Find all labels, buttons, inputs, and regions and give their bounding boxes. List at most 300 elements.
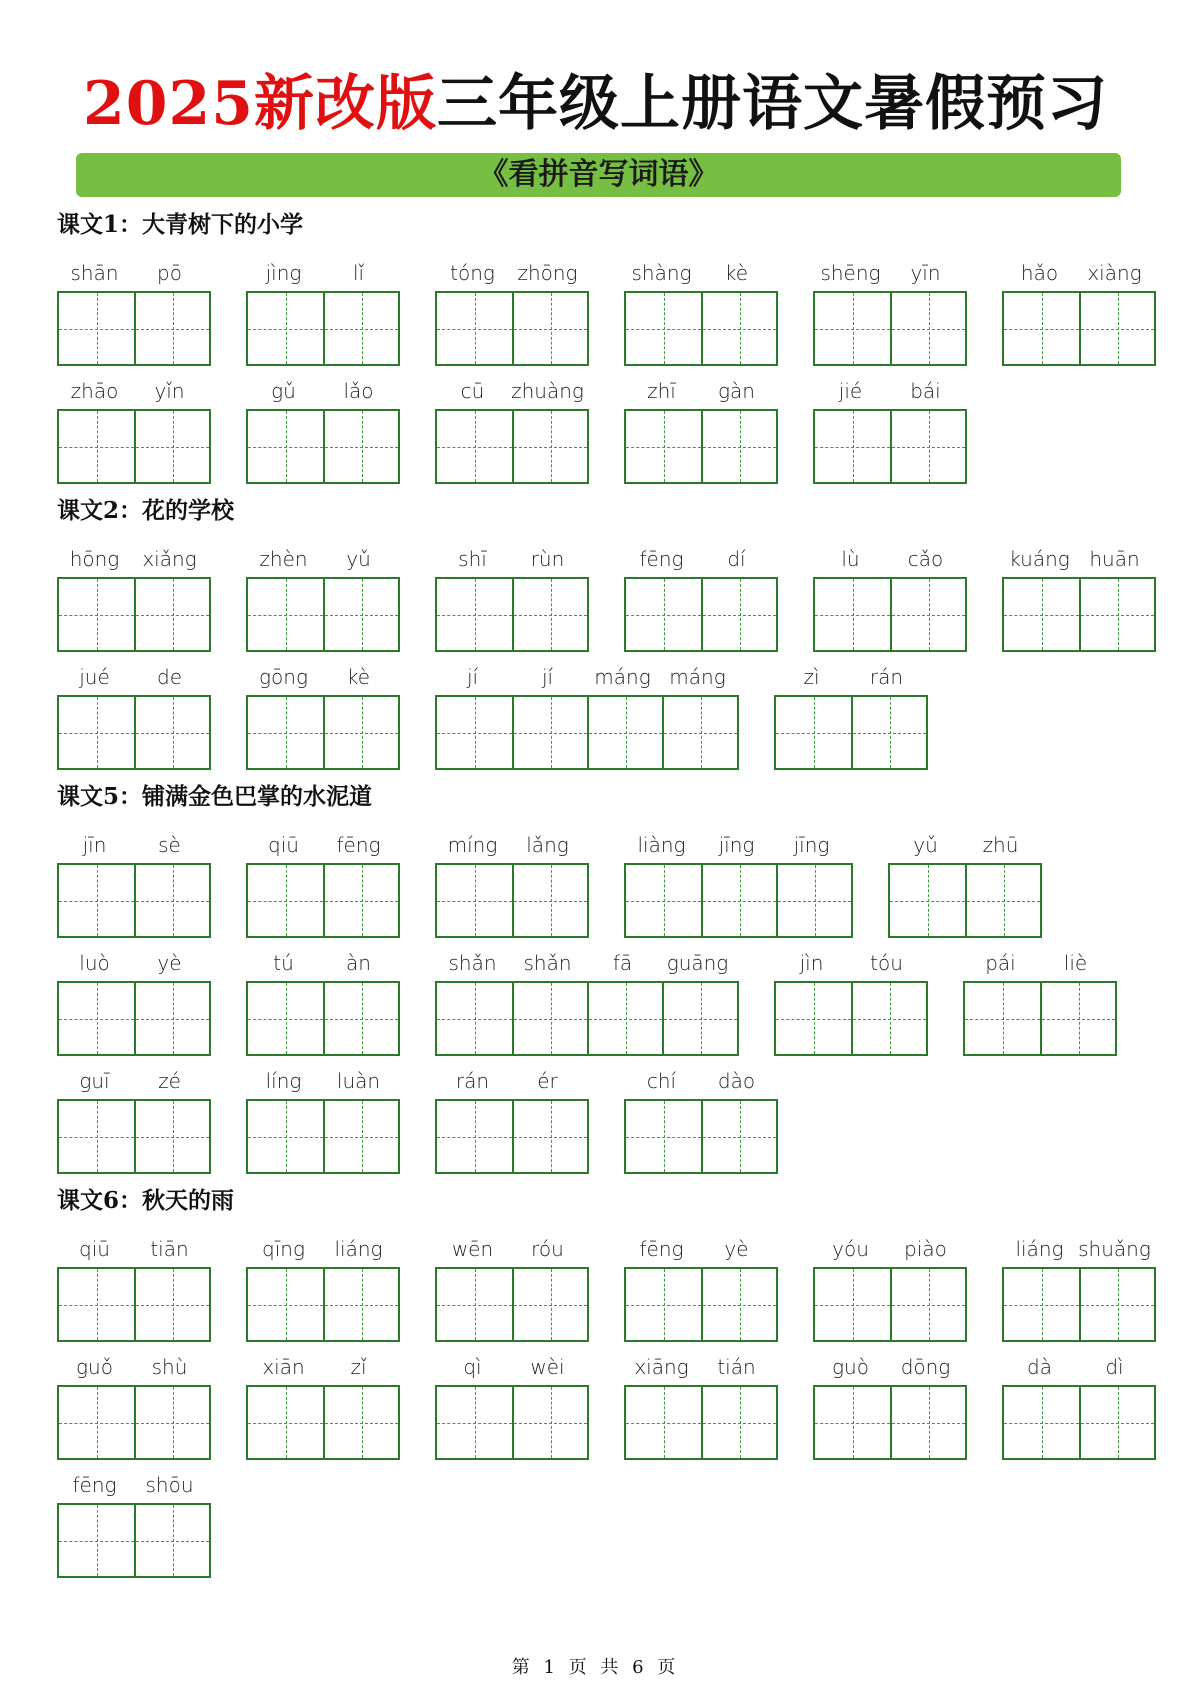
writing-grid[interactable] bbox=[624, 863, 853, 938]
pinyin-syllable: xiāng bbox=[634, 1355, 689, 1379]
pinyin-line bbox=[624, 258, 778, 288]
tianzige-cell[interactable] bbox=[248, 1387, 323, 1458]
word-row bbox=[57, 376, 1157, 494]
pinyin-syllable: guāng bbox=[666, 951, 729, 975]
tianzige-cell[interactable] bbox=[626, 1101, 701, 1172]
writing-grid[interactable] bbox=[435, 695, 739, 770]
tianzige-cell[interactable] bbox=[1040, 983, 1115, 1054]
tianzige-cell[interactable] bbox=[701, 865, 776, 936]
pinyin-syllable: guò bbox=[832, 1355, 869, 1379]
writing-grid[interactable] bbox=[774, 695, 928, 770]
tianzige-cell[interactable] bbox=[134, 1101, 209, 1172]
tianzige-cell[interactable] bbox=[323, 865, 398, 936]
pinyin-syllable: zhū bbox=[982, 833, 1019, 857]
tianzige-cell[interactable] bbox=[890, 411, 965, 482]
tianzige-cell[interactable] bbox=[59, 983, 134, 1054]
tianzige-cell[interactable] bbox=[248, 1269, 323, 1340]
tianzige-cell[interactable] bbox=[512, 579, 587, 650]
writing-grid[interactable] bbox=[57, 1267, 211, 1342]
tianzige-cell[interactable] bbox=[815, 411, 890, 482]
tianzige-cell[interactable] bbox=[437, 1269, 512, 1340]
pinyin-syllable: zǐ bbox=[350, 1355, 367, 1379]
pinyin-syllable: guǒ bbox=[76, 1355, 113, 1379]
pinyin-syllable: lǎo bbox=[343, 379, 374, 403]
lesson-section bbox=[57, 780, 1157, 1184]
pinyin-syllable: huān bbox=[1089, 547, 1140, 571]
tianzige-cell[interactable] bbox=[323, 697, 398, 768]
word-item bbox=[57, 662, 211, 770]
tianzige-cell[interactable] bbox=[437, 865, 512, 936]
pinyin-syllable: xiàng bbox=[1087, 261, 1142, 285]
pinyin-syllable: yóu bbox=[832, 1237, 869, 1261]
tianzige-cell[interactable] bbox=[626, 579, 701, 650]
word-item bbox=[1002, 1352, 1156, 1460]
pinyin-line bbox=[57, 948, 211, 978]
tianzige-cell[interactable] bbox=[776, 697, 851, 768]
word-item bbox=[624, 544, 778, 652]
tianzige-cell[interactable] bbox=[134, 1505, 209, 1576]
pinyin-line bbox=[435, 258, 589, 288]
pinyin-syllable: xiān bbox=[262, 1355, 305, 1379]
pinyin-syllable: hǎo bbox=[1020, 261, 1059, 285]
tianzige-cell[interactable] bbox=[1079, 293, 1154, 364]
writing-grid[interactable] bbox=[888, 863, 1042, 938]
word-row bbox=[57, 1352, 1157, 1470]
tianzige-cell[interactable] bbox=[323, 983, 398, 1054]
tianzige-cell[interactable] bbox=[248, 579, 323, 650]
word-item bbox=[813, 1352, 967, 1460]
pinyin-syllable: zì bbox=[803, 665, 820, 689]
pinyin-syllable: shù bbox=[151, 1355, 188, 1379]
tianzige-cell[interactable] bbox=[701, 1387, 776, 1458]
pinyin-syllable: bái bbox=[910, 379, 941, 403]
tianzige-cell[interactable] bbox=[701, 411, 776, 482]
pinyin-syllable: cǎo bbox=[907, 547, 944, 571]
tianzige-cell[interactable] bbox=[815, 1269, 890, 1340]
pinyin-syllable: sè bbox=[158, 833, 181, 857]
tianzige-cell[interactable] bbox=[59, 411, 134, 482]
tianzige-cell[interactable] bbox=[134, 697, 209, 768]
writing-grid[interactable] bbox=[246, 1267, 400, 1342]
word-item bbox=[246, 1066, 400, 1174]
pinyin-line bbox=[57, 258, 211, 288]
word-item bbox=[435, 1066, 589, 1174]
writing-grid[interactable] bbox=[57, 981, 211, 1056]
writing-grid[interactable] bbox=[57, 1503, 211, 1578]
tianzige-cell[interactable] bbox=[890, 293, 965, 364]
tianzige-cell[interactable] bbox=[512, 411, 587, 482]
word-item bbox=[624, 258, 778, 366]
word-row bbox=[57, 1066, 1157, 1184]
tianzige-cell[interactable] bbox=[248, 1101, 323, 1172]
pinyin-syllable: kuáng bbox=[1009, 547, 1070, 571]
tianzige-cell[interactable] bbox=[587, 983, 662, 1054]
pinyin-syllable: jí bbox=[466, 665, 479, 689]
pinyin-syllable: tóng bbox=[450, 261, 495, 285]
word-row bbox=[57, 1470, 1157, 1588]
pinyin-syllable: róu bbox=[531, 1237, 564, 1261]
writing-grid[interactable] bbox=[813, 1267, 967, 1342]
pinyin-line bbox=[246, 662, 400, 692]
tianzige-cell[interactable] bbox=[437, 1101, 512, 1172]
tianzige-cell[interactable] bbox=[701, 1101, 776, 1172]
pinyin-syllable: jié bbox=[838, 379, 863, 403]
tianzige-cell[interactable] bbox=[323, 1101, 398, 1172]
tianzige-cell[interactable] bbox=[512, 293, 587, 364]
word-item bbox=[435, 948, 739, 1056]
writing-grid[interactable] bbox=[435, 981, 739, 1056]
pinyin-syllable: yè bbox=[724, 1237, 749, 1261]
pinyin-syllable: tián bbox=[717, 1355, 756, 1379]
tianzige-cell[interactable] bbox=[437, 697, 512, 768]
worksheet-content bbox=[57, 208, 1157, 1588]
tianzige-cell[interactable] bbox=[1004, 1269, 1079, 1340]
tianzige-cell[interactable] bbox=[323, 411, 398, 482]
pinyin-syllable: hōng bbox=[69, 547, 120, 571]
tianzige-cell[interactable] bbox=[134, 411, 209, 482]
tianzige-cell[interactable] bbox=[323, 1387, 398, 1458]
pinyin-syllable: liàng bbox=[637, 833, 686, 857]
tianzige-cell[interactable] bbox=[890, 579, 965, 650]
tianzige-cell[interactable] bbox=[248, 293, 323, 364]
tianzige-cell[interactable] bbox=[815, 293, 890, 364]
writing-grid[interactable] bbox=[1002, 291, 1156, 366]
pinyin-syllable: máng bbox=[669, 665, 726, 689]
pinyin-syllable: yǔ bbox=[913, 833, 938, 857]
writing-grid[interactable] bbox=[57, 577, 211, 652]
tianzige-cell[interactable] bbox=[626, 411, 701, 482]
tianzige-cell[interactable] bbox=[437, 983, 512, 1054]
pinyin-syllable: dōng bbox=[900, 1355, 951, 1379]
pinyin-syllable: fēng bbox=[336, 833, 381, 857]
tianzige-cell[interactable] bbox=[248, 697, 323, 768]
writing-grid[interactable] bbox=[435, 1099, 589, 1174]
pinyin-line bbox=[435, 830, 589, 860]
writing-grid[interactable] bbox=[435, 1385, 589, 1460]
pinyin-line bbox=[435, 376, 589, 406]
page-title bbox=[0, 66, 1191, 142]
pinyin-syllable: wēn bbox=[451, 1237, 494, 1261]
tianzige-cell[interactable] bbox=[248, 983, 323, 1054]
word-item bbox=[435, 662, 739, 770]
pinyin-syllable: tiān bbox=[150, 1237, 189, 1261]
pinyin-syllable: chí bbox=[646, 1069, 677, 1093]
tianzige-cell[interactable] bbox=[59, 1269, 134, 1340]
writing-grid[interactable] bbox=[246, 577, 400, 652]
pinyin-syllable: shuǎng bbox=[1078, 1237, 1151, 1261]
tianzige-cell[interactable] bbox=[59, 1505, 134, 1576]
pinyin-line bbox=[246, 830, 400, 860]
pinyin-syllable: zhuàng bbox=[511, 379, 584, 403]
pinyin-line bbox=[774, 948, 928, 978]
tianzige-cell[interactable] bbox=[512, 1101, 587, 1172]
word-item bbox=[813, 258, 967, 366]
tianzige-cell[interactable] bbox=[662, 983, 737, 1054]
pinyin-line bbox=[435, 1066, 589, 1096]
pinyin-syllable: fēng bbox=[639, 547, 684, 571]
tianzige-cell[interactable] bbox=[134, 293, 209, 364]
tianzige-cell[interactable] bbox=[626, 293, 701, 364]
tianzige-cell[interactable] bbox=[437, 579, 512, 650]
writing-grid[interactable] bbox=[1002, 1267, 1156, 1342]
writing-grid[interactable] bbox=[624, 577, 778, 652]
tianzige-cell[interactable] bbox=[776, 983, 851, 1054]
writing-grid[interactable] bbox=[57, 863, 211, 938]
word-item bbox=[1002, 258, 1156, 366]
pinyin-line bbox=[624, 1234, 778, 1264]
pinyin-line bbox=[57, 1470, 211, 1500]
pinyin-syllable: shǎn bbox=[523, 951, 572, 975]
pinyin-syllable: gōng bbox=[259, 665, 308, 689]
tianzige-cell[interactable] bbox=[851, 983, 926, 1054]
section-banner: 《看拼音写词语》 bbox=[76, 153, 1121, 197]
pinyin-syllable: jué bbox=[79, 665, 110, 689]
writing-grid[interactable] bbox=[246, 1099, 400, 1174]
pinyin-line bbox=[246, 948, 400, 978]
pinyin-line bbox=[624, 1352, 778, 1382]
word-item bbox=[57, 258, 211, 366]
writing-grid[interactable] bbox=[1002, 577, 1156, 652]
tianzige-cell[interactable] bbox=[134, 865, 209, 936]
word-row bbox=[57, 544, 1157, 662]
pinyin-line bbox=[246, 258, 400, 288]
pinyin-syllable: zhōng bbox=[517, 261, 578, 285]
word-item bbox=[57, 1234, 211, 1342]
writing-grid[interactable] bbox=[1002, 1385, 1156, 1460]
tianzige-cell[interactable] bbox=[59, 697, 134, 768]
word-row bbox=[57, 948, 1157, 1066]
tianzige-cell[interactable] bbox=[59, 579, 134, 650]
word-item bbox=[774, 948, 928, 1056]
tianzige-cell[interactable] bbox=[437, 293, 512, 364]
tianzige-cell[interactable] bbox=[248, 411, 323, 482]
pinyin-line bbox=[435, 1352, 589, 1382]
tianzige-cell[interactable] bbox=[851, 697, 926, 768]
pinyin-syllable: pō bbox=[157, 261, 182, 285]
pinyin-line bbox=[246, 1066, 400, 1096]
pinyin-line bbox=[888, 830, 1042, 860]
word-item bbox=[246, 662, 400, 770]
pinyin-line bbox=[57, 1234, 211, 1264]
writing-grid[interactable] bbox=[624, 291, 778, 366]
pinyin-syllable: shàng bbox=[631, 261, 692, 285]
word-item bbox=[624, 1234, 778, 1342]
writing-grid[interactable] bbox=[813, 577, 967, 652]
pinyin-line bbox=[813, 544, 967, 574]
word-item bbox=[435, 1352, 589, 1460]
pinyin-syllable: fā bbox=[612, 951, 633, 975]
pinyin-syllable: qīng bbox=[262, 1237, 305, 1261]
tianzige-cell[interactable] bbox=[134, 1387, 209, 1458]
tianzige-cell[interactable] bbox=[1004, 293, 1079, 364]
writing-grid[interactable] bbox=[435, 577, 589, 652]
writing-grid[interactable] bbox=[963, 981, 1117, 1056]
word-item bbox=[435, 258, 589, 366]
pinyin-syllable: luàn bbox=[336, 1069, 381, 1093]
tianzige-cell[interactable] bbox=[512, 865, 587, 936]
tianzige-cell[interactable] bbox=[626, 865, 701, 936]
pinyin-syllable: liáng bbox=[334, 1237, 383, 1261]
writing-grid[interactable] bbox=[246, 1385, 400, 1460]
tianzige-cell[interactable] bbox=[512, 983, 587, 1054]
pinyin-syllable: zhī bbox=[647, 379, 676, 403]
pinyin-syllable: gàn bbox=[718, 379, 755, 403]
pinyin-syllable: guī bbox=[79, 1069, 110, 1093]
pinyin-syllable: dà bbox=[1027, 1355, 1052, 1379]
tianzige-cell[interactable] bbox=[1004, 579, 1079, 650]
lesson-title: 课文2：花的学校 bbox=[57, 497, 235, 524]
writing-grid[interactable] bbox=[435, 1267, 589, 1342]
word-item bbox=[57, 1470, 211, 1578]
tianzige-cell[interactable] bbox=[59, 293, 134, 364]
writing-grid[interactable] bbox=[774, 981, 928, 1056]
writing-grid[interactable] bbox=[813, 291, 967, 366]
pinyin-syllable: jīng bbox=[718, 833, 755, 857]
tianzige-cell[interactable] bbox=[965, 865, 1040, 936]
pinyin-syllable: shǎn bbox=[448, 951, 497, 975]
pinyin-syllable: líng bbox=[265, 1069, 302, 1093]
pinyin-syllable: jīng bbox=[793, 833, 830, 857]
tianzige-cell[interactable] bbox=[134, 1269, 209, 1340]
pinyin-syllable: yǐn bbox=[154, 379, 185, 403]
pinyin-syllable: gǔ bbox=[271, 379, 296, 403]
tianzige-cell[interactable] bbox=[59, 1387, 134, 1458]
word-item bbox=[435, 544, 589, 652]
tianzige-cell[interactable] bbox=[890, 865, 965, 936]
pinyin-syllable: xiǎng bbox=[142, 547, 197, 571]
tianzige-cell[interactable] bbox=[1004, 1387, 1079, 1458]
pinyin-syllable: rán bbox=[455, 1069, 490, 1093]
pinyin-line bbox=[963, 948, 1117, 978]
tianzige-cell[interactable] bbox=[626, 1269, 701, 1340]
tianzige-cell[interactable] bbox=[815, 1387, 890, 1458]
tianzige-cell[interactable] bbox=[323, 579, 398, 650]
word-item bbox=[57, 544, 211, 652]
pinyin-line bbox=[624, 830, 853, 860]
tianzige-cell[interactable] bbox=[1079, 579, 1154, 650]
writing-grid[interactable] bbox=[624, 1267, 778, 1342]
pinyin-syllable: tóu bbox=[870, 951, 903, 975]
pinyin-line bbox=[435, 948, 739, 978]
pinyin-line bbox=[624, 544, 778, 574]
pinyin-syllable: rùn bbox=[530, 547, 565, 571]
tianzige-cell[interactable] bbox=[815, 579, 890, 650]
writing-grid[interactable] bbox=[246, 695, 400, 770]
word-item bbox=[963, 948, 1117, 1056]
title-black-part: 三年级上册语文暑假预习 bbox=[437, 69, 1108, 139]
writing-grid[interactable] bbox=[246, 409, 400, 484]
tianzige-cell[interactable] bbox=[587, 697, 662, 768]
tianzige-cell[interactable] bbox=[134, 579, 209, 650]
tianzige-cell[interactable] bbox=[59, 865, 134, 936]
pinyin-syllable: jìn bbox=[799, 951, 824, 975]
tianzige-cell[interactable] bbox=[248, 865, 323, 936]
lesson-section bbox=[57, 1184, 1157, 1588]
tianzige-cell[interactable] bbox=[662, 697, 737, 768]
tianzige-cell[interactable] bbox=[512, 697, 587, 768]
writing-grid[interactable] bbox=[813, 1385, 967, 1460]
pinyin-line bbox=[57, 1066, 211, 1096]
pinyin-syllable: qì bbox=[463, 1355, 482, 1379]
tianzige-cell[interactable] bbox=[776, 865, 851, 936]
writing-grid[interactable] bbox=[813, 409, 967, 484]
pinyin-syllable: yè bbox=[157, 951, 182, 975]
word-item bbox=[888, 830, 1042, 938]
tianzige-cell[interactable] bbox=[890, 1387, 965, 1458]
pinyin-syllable: jí bbox=[541, 665, 554, 689]
word-item bbox=[246, 1352, 400, 1460]
word-row bbox=[57, 662, 1157, 780]
writing-grid[interactable] bbox=[435, 409, 589, 484]
tianzige-cell[interactable] bbox=[626, 1387, 701, 1458]
lesson-title: 课文1：大青树下的小学 bbox=[57, 211, 304, 238]
writing-grid[interactable] bbox=[435, 863, 589, 938]
writing-grid[interactable] bbox=[57, 695, 211, 770]
tianzige-cell[interactable] bbox=[437, 411, 512, 482]
writing-grid[interactable] bbox=[435, 291, 589, 366]
tianzige-cell[interactable] bbox=[512, 1387, 587, 1458]
tianzige-cell[interactable] bbox=[323, 293, 398, 364]
pinyin-syllable: ér bbox=[537, 1069, 558, 1093]
word-item bbox=[246, 1234, 400, 1342]
pinyin-syllable: tú bbox=[273, 951, 294, 975]
word-row bbox=[57, 830, 1157, 948]
pinyin-line bbox=[774, 662, 928, 692]
tianzige-cell[interactable] bbox=[512, 1269, 587, 1340]
tianzige-cell[interactable] bbox=[701, 579, 776, 650]
tianzige-cell[interactable] bbox=[701, 1269, 776, 1340]
writing-grid[interactable] bbox=[624, 409, 778, 484]
writing-grid[interactable] bbox=[57, 409, 211, 484]
pinyin-syllable: pái bbox=[985, 951, 1016, 975]
pinyin-syllable: lǐ bbox=[352, 261, 365, 285]
word-item bbox=[57, 376, 211, 484]
word-item bbox=[624, 1352, 778, 1460]
lesson-section bbox=[57, 494, 1157, 780]
pinyin-line bbox=[57, 830, 211, 860]
word-item bbox=[774, 662, 928, 770]
pinyin-syllable: yīn bbox=[910, 261, 941, 285]
writing-grid[interactable] bbox=[246, 981, 400, 1056]
tianzige-cell[interactable] bbox=[1079, 1387, 1154, 1458]
pinyin-syllable: piào bbox=[904, 1237, 947, 1261]
tianzige-cell[interactable] bbox=[965, 983, 1040, 1054]
tianzige-cell[interactable] bbox=[1079, 1269, 1154, 1340]
tianzige-cell[interactable] bbox=[890, 1269, 965, 1340]
pinyin-line bbox=[813, 1234, 967, 1264]
writing-grid[interactable] bbox=[624, 1099, 778, 1174]
pinyin-syllable: qiū bbox=[79, 1237, 110, 1261]
tianzige-cell[interactable] bbox=[59, 1101, 134, 1172]
pinyin-syllable: qiū bbox=[268, 833, 299, 857]
writing-grid[interactable] bbox=[57, 1385, 211, 1460]
writing-grid[interactable] bbox=[246, 291, 400, 366]
writing-grid[interactable] bbox=[624, 1385, 778, 1460]
tianzige-cell[interactable] bbox=[437, 1387, 512, 1458]
writing-grid[interactable] bbox=[57, 291, 211, 366]
tianzige-cell[interactable] bbox=[134, 983, 209, 1054]
pinyin-syllable: dí bbox=[727, 547, 746, 571]
pinyin-syllable: zé bbox=[158, 1069, 181, 1093]
pinyin-syllable: rán bbox=[869, 665, 904, 689]
writing-grid[interactable] bbox=[57, 1099, 211, 1174]
tianzige-cell[interactable] bbox=[701, 293, 776, 364]
word-item bbox=[1002, 1234, 1156, 1342]
tianzige-cell[interactable] bbox=[323, 1269, 398, 1340]
word-item bbox=[57, 948, 211, 1056]
word-item bbox=[624, 830, 853, 938]
writing-grid[interactable] bbox=[246, 863, 400, 938]
